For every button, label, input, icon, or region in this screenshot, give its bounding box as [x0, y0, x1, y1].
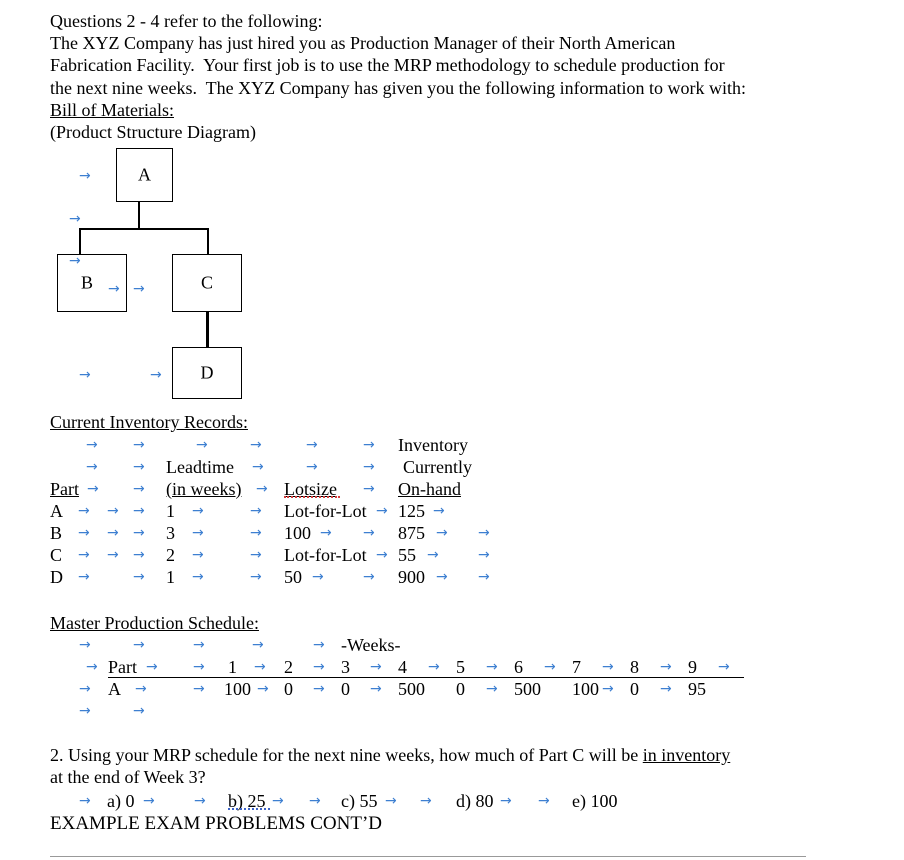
tab-arrow-icon: →	[257, 681, 269, 697]
week-number: 5	[456, 657, 465, 677]
tab-arrow-icon: →	[133, 459, 145, 475]
tab-arrow-icon: →	[194, 793, 206, 809]
tab-arrow-icon: →	[478, 569, 490, 585]
tab-arrow-icon: →	[309, 793, 321, 809]
week-number: 9	[688, 657, 697, 677]
tab-arrow-icon: →	[193, 659, 205, 675]
row-part: C	[50, 545, 63, 565]
tab-arrow-icon: →	[478, 547, 490, 563]
tab-arrow-icon: →	[192, 547, 204, 563]
row-onhand: 55	[398, 545, 416, 565]
tab-arrow-icon: →	[363, 459, 375, 475]
tab-arrow-icon: →	[192, 503, 204, 519]
question-line-2: at the end of Week 3?	[50, 767, 206, 787]
intro-line-2: The XYZ Company has just hired you as Production Manager of their North American	[50, 33, 676, 53]
tab-arrow-icon: →	[193, 681, 205, 697]
mps-value: 100	[224, 679, 251, 699]
tab-arrow-icon: →	[193, 637, 205, 653]
tab-arrow-icon: →	[385, 793, 397, 809]
tab-arrow-icon: →	[252, 459, 264, 475]
page-divider	[50, 856, 806, 857]
tab-arrow-icon: →	[133, 525, 145, 541]
mps-value: 500	[514, 679, 541, 699]
row-lotsize: Lot-for-Lot	[284, 545, 367, 565]
answer-option-e: e) 100	[572, 791, 618, 811]
bom-subheading: (Product Structure Diagram)	[50, 122, 256, 142]
tab-arrow-icon: →	[363, 525, 375, 541]
row-onhand: 900	[398, 567, 425, 587]
tab-arrow-icon: →	[250, 437, 262, 453]
grammar-underline	[228, 808, 270, 810]
tab-arrow-icon: →	[370, 659, 382, 675]
week-number: 8	[630, 657, 639, 677]
tab-arrow-icon: →	[133, 637, 145, 653]
week-number: 1	[228, 657, 237, 677]
row-part: A	[50, 501, 63, 521]
tab-arrow-icon: →	[420, 793, 432, 809]
tab-arrow-icon: →	[69, 211, 81, 227]
tab-arrow-icon: →	[107, 525, 119, 541]
tab-arrow-icon: →	[363, 569, 375, 585]
tab-arrow-icon: →	[133, 547, 145, 563]
tab-arrow-icon: →	[478, 525, 490, 541]
bom-node-a: A	[116, 148, 173, 202]
tab-arrow-icon: →	[718, 659, 730, 675]
weeks-label: -Weeks-	[341, 635, 401, 655]
tab-arrow-icon: →	[254, 659, 266, 675]
tab-arrow-icon: →	[133, 281, 145, 297]
tab-arrow-icon: →	[256, 481, 268, 497]
tab-arrow-icon: →	[78, 503, 90, 519]
mps-value: 0	[341, 679, 350, 699]
tab-arrow-icon: →	[133, 569, 145, 585]
bom-node-d: D	[172, 347, 242, 399]
connector-line	[206, 312, 209, 348]
tab-arrow-icon: →	[133, 437, 145, 453]
row-leadtime: 2	[166, 545, 175, 565]
intro-line-4: the next nine weeks. The XYZ Company has given you the following information to work with:	[50, 78, 747, 98]
tab-arrow-icon: →	[135, 681, 147, 697]
question-line-1: 2. Using your MRP schedule for the next nine weeks, how much of Part C will be in inventory	[50, 745, 731, 765]
tab-arrow-icon: →	[436, 525, 448, 541]
bom-node-c: C	[172, 254, 242, 312]
tab-arrow-icon: →	[427, 547, 439, 563]
tab-arrow-icon: →	[107, 547, 119, 563]
answer-option-a: a) 0	[107, 791, 135, 811]
week-number: 4	[398, 657, 407, 677]
question-emphasis: in inventory	[642, 745, 731, 765]
week-number: 2	[284, 657, 293, 677]
tab-arrow-icon: →	[192, 569, 204, 585]
mps-heading: Master Production Schedule:	[50, 613, 259, 633]
mps-value: 0	[630, 679, 639, 699]
tab-arrow-icon: →	[538, 793, 550, 809]
col-header-currently: Currently	[403, 457, 472, 477]
tab-arrow-icon: →	[86, 659, 98, 675]
tab-arrow-icon: →	[79, 703, 91, 719]
tab-arrow-icon: →	[79, 793, 91, 809]
mps-part-header: Part	[108, 657, 137, 677]
intro-line-1: Questions 2 - 4 refer to the following:	[50, 11, 323, 31]
tab-arrow-icon: →	[79, 367, 91, 383]
col-header-lotsize: Lotsize	[284, 479, 337, 499]
tab-arrow-icon: →	[306, 459, 318, 475]
row-onhand: 875	[398, 523, 425, 543]
tab-arrow-icon: →	[486, 681, 498, 697]
tab-arrow-icon: →	[436, 569, 448, 585]
mps-part: A	[108, 679, 121, 699]
tab-arrow-icon: →	[376, 503, 388, 519]
tab-arrow-icon: →	[660, 681, 672, 697]
bom-node-b: B	[57, 254, 127, 312]
mps-value: 100	[572, 679, 599, 699]
tab-arrow-icon: →	[150, 367, 162, 383]
tab-arrow-icon: →	[272, 793, 284, 809]
tab-arrow-icon: →	[133, 703, 145, 719]
tab-arrow-icon: →	[69, 253, 81, 269]
tab-arrow-icon: →	[79, 168, 91, 184]
answer-option-d: d) 80	[456, 791, 494, 811]
row-leadtime: 3	[166, 523, 175, 543]
tab-arrow-icon: →	[133, 481, 145, 497]
spellcheck-underline	[284, 496, 340, 498]
tab-arrow-icon: →	[500, 793, 512, 809]
tab-arrow-icon: →	[313, 637, 325, 653]
tab-arrow-icon: →	[428, 659, 440, 675]
tab-arrow-icon: →	[250, 547, 262, 563]
week-number: 3	[341, 657, 350, 677]
inventory-heading: Current Inventory Records:	[50, 412, 248, 432]
row-lotsize: 50	[284, 567, 302, 587]
tab-arrow-icon: →	[250, 503, 262, 519]
tab-arrow-icon: →	[133, 503, 145, 519]
tab-arrow-icon: →	[250, 569, 262, 585]
col-header-on-hand: On-hand	[398, 479, 461, 499]
col-header-in-weeks: (in weeks)	[166, 479, 242, 499]
tab-arrow-icon: →	[602, 681, 614, 697]
tab-arrow-icon: →	[86, 459, 98, 475]
tab-arrow-icon: →	[376, 547, 388, 563]
tab-arrow-icon: →	[78, 569, 90, 585]
answer-option-b: b) 25	[228, 791, 266, 811]
tab-arrow-icon: →	[313, 681, 325, 697]
bom-heading: Bill of Materials:	[50, 100, 174, 120]
tab-arrow-icon: →	[79, 681, 91, 697]
tab-arrow-icon: →	[306, 437, 318, 453]
tab-arrow-icon: →	[250, 525, 262, 541]
tab-arrow-icon: →	[602, 659, 614, 675]
connector-line	[207, 228, 209, 254]
tab-arrow-icon: →	[370, 681, 382, 697]
mps-value: 0	[456, 679, 465, 699]
row-lotsize: Lot-for-Lot	[284, 501, 367, 521]
tab-arrow-icon: →	[107, 503, 119, 519]
tab-arrow-icon: →	[252, 637, 264, 653]
tab-arrow-icon: →	[312, 569, 324, 585]
tab-arrow-icon: →	[486, 659, 498, 675]
tab-arrow-icon: →	[79, 637, 91, 653]
intro-line-3: Fabrication Facility. Your first job is to use the MRP methodology to schedule production for	[50, 55, 725, 75]
tab-arrow-icon: →	[87, 481, 99, 497]
tab-arrow-icon: →	[313, 659, 325, 675]
footer-title: EXAMPLE EXAM PROBLEMS CONT’D	[50, 813, 382, 834]
tab-arrow-icon: →	[320, 525, 332, 541]
answer-option-c: c) 55	[341, 791, 378, 811]
col-header-leadtime: Leadtime	[166, 457, 234, 477]
week-number: 6	[514, 657, 523, 677]
week-number: 7	[572, 657, 581, 677]
row-lotsize: 100	[284, 523, 311, 543]
row-onhand: 125	[398, 501, 425, 521]
tab-arrow-icon: →	[146, 659, 158, 675]
connector-line	[138, 202, 140, 229]
tab-arrow-icon: →	[86, 437, 98, 453]
tab-arrow-icon: →	[78, 525, 90, 541]
tab-arrow-icon: →	[544, 659, 556, 675]
tab-arrow-icon: →	[192, 525, 204, 541]
row-part: B	[50, 523, 63, 543]
row-part: D	[50, 567, 63, 587]
mps-value: 500	[398, 679, 425, 699]
tab-arrow-icon: →	[143, 793, 155, 809]
tab-arrow-icon: →	[108, 281, 120, 297]
tab-arrow-icon: →	[196, 437, 208, 453]
col-header-part: Part	[50, 479, 79, 499]
row-leadtime: 1	[166, 501, 175, 521]
mps-value: 0	[284, 679, 293, 699]
tab-arrow-icon: →	[363, 437, 375, 453]
tab-arrow-icon: →	[78, 547, 90, 563]
row-leadtime: 1	[166, 567, 175, 587]
tab-arrow-icon: →	[363, 481, 375, 497]
tab-arrow-icon: →	[660, 659, 672, 675]
tab-arrow-icon: →	[433, 503, 445, 519]
mps-value: 95	[688, 679, 706, 699]
col-header-inventory: Inventory	[398, 435, 468, 455]
connector-line	[79, 228, 208, 230]
